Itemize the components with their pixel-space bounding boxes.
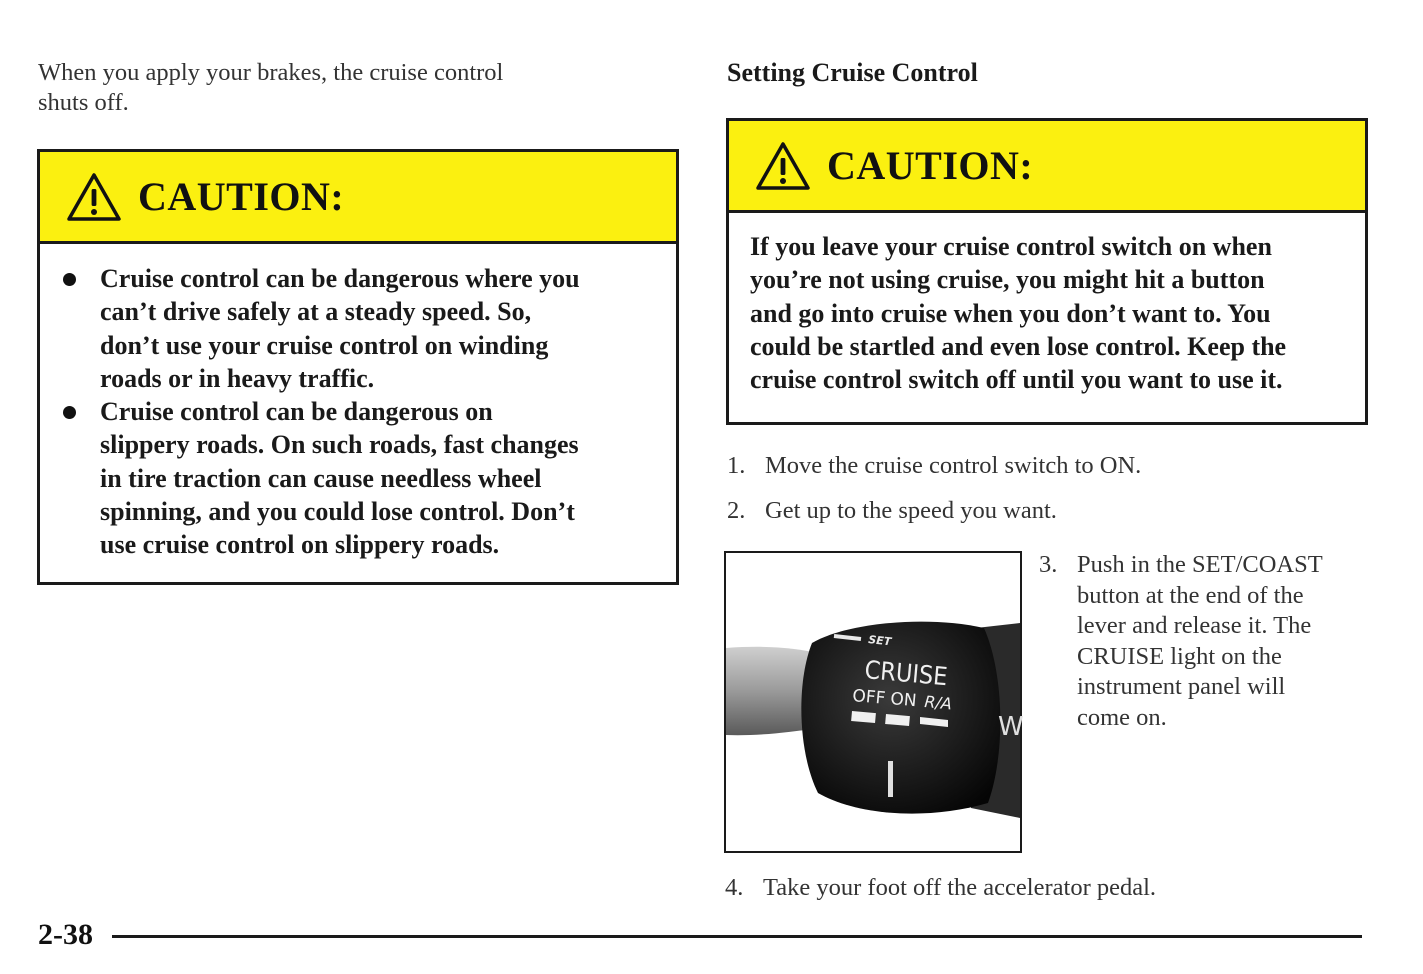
bullet-line: Cruise control can be dangerous where you (100, 264, 580, 293)
step-1 (727, 451, 1141, 482)
step-number: 3. (1039, 551, 1058, 578)
off-label: OFF (851, 686, 887, 709)
bullet-line: can’t drive safely at a steady speed. So, (100, 297, 532, 327)
on-label: ON (889, 689, 918, 712)
step-3 (1039, 550, 1323, 731)
caution-line: cruise control switch off until you want to use it. (750, 365, 1283, 395)
page-number: 2-38 (38, 918, 93, 951)
caution-title: CAUTION: (138, 174, 345, 219)
bullet-line: spinning, and you could lose control. Don’t (100, 497, 575, 527)
section-heading: Setting Cruise Control (727, 58, 978, 87)
step-number: 2. (727, 497, 746, 524)
step-number: 1. (727, 452, 746, 479)
bullet-line: in tire traction can cause needless wheel (100, 463, 542, 493)
caution-line: you’re not using cruise, you might hit a button (750, 265, 1265, 295)
bullet-line: Cruise control can be dangerous on (100, 397, 493, 427)
bullet-line: don’t use your cruise control on winding (100, 330, 549, 360)
caution-header (40, 152, 676, 244)
cruise-lever-photo (724, 551, 1022, 853)
caution-bullet (44, 395, 656, 561)
set-label: SET (867, 633, 892, 649)
bullet-line: slippery roads. On such roads, fast changes (100, 430, 579, 460)
step-text-block (1077, 550, 1377, 733)
step-text: Push in the SET/COAST (1077, 551, 1323, 578)
caution-line: If you leave your cruise control switch on when (750, 232, 1272, 261)
caution-box-left (37, 149, 679, 585)
footer-rule (112, 935, 1362, 938)
step-2 (727, 496, 1057, 527)
caution-header (729, 121, 1365, 213)
step-text: lever and release it. The (1077, 612, 1312, 639)
step-text: Move the cruise control switch to ON. (765, 452, 1142, 479)
bullet-icon (63, 406, 76, 419)
bullet-line: roads or in heavy traffic. (100, 363, 375, 393)
intro-line: shuts off. (38, 89, 129, 116)
bullet-icon (63, 273, 76, 286)
caution-body (40, 244, 676, 562)
caution-line: could be startled and even lose control. Keep the (750, 331, 1287, 361)
step-text: come on. (1077, 703, 1167, 731)
warning-triangle-icon (66, 172, 122, 222)
w-label: W (998, 712, 1024, 742)
intro-paragraph (38, 58, 658, 118)
step-text: instrument panel will (1077, 673, 1286, 700)
step-4 (725, 873, 1156, 904)
step-text: button at the end of the (1077, 581, 1304, 609)
cruise-label: CRUISE (863, 655, 949, 692)
warning-triangle-icon (755, 141, 811, 191)
intro-line: When you apply your brakes, the cruise control (38, 59, 504, 86)
step-text: Take your foot off the accelerator pedal. (763, 874, 1157, 901)
caution-box-right (726, 118, 1368, 425)
bullet-line: use cruise control on slippery roads. (100, 530, 500, 560)
cruise-lever-illustration (726, 553, 1024, 851)
ra-label: R/A (923, 692, 953, 714)
step-number: 4. (725, 874, 744, 901)
caution-body (729, 213, 1365, 396)
caution-bullet (44, 262, 656, 395)
step-text: Get up to the speed you want. (765, 497, 1057, 524)
caution-bullet-list (44, 262, 656, 562)
caution-line: and go into cruise when you don’t want to. You (750, 298, 1271, 328)
step-text: CRUISE light on the (1077, 642, 1282, 670)
caution-title: CAUTION: (827, 143, 1034, 188)
